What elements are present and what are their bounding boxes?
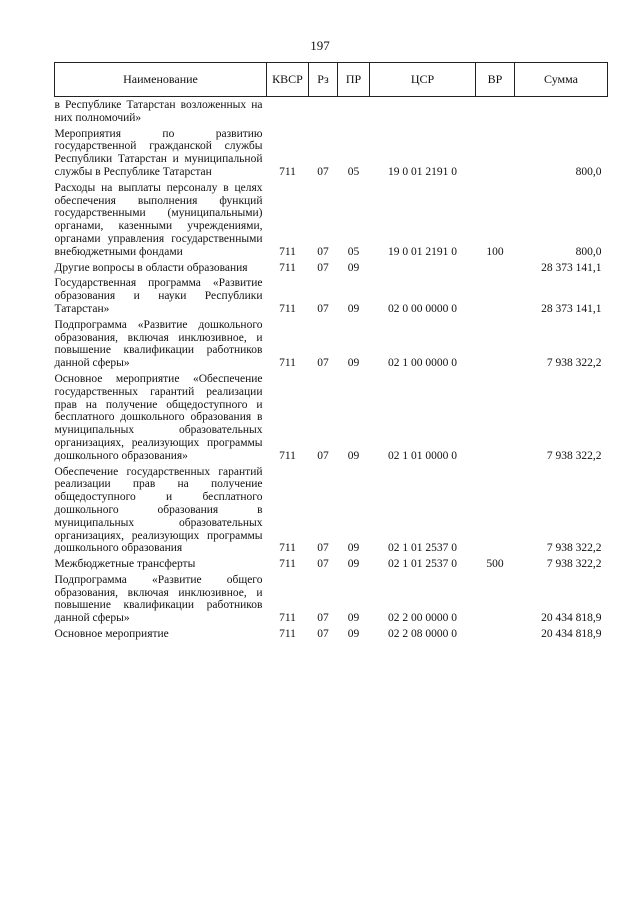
row-sum: 7 938 322,2 <box>546 357 602 370</box>
row-pr: 05 <box>347 165 360 178</box>
table-row <box>55 275 608 316</box>
row-kvsr: 711 <box>279 542 296 555</box>
row-csr: 02 1 01 2537 0 <box>388 558 457 571</box>
table-header-row <box>55 63 608 97</box>
row-name: Мероприятия по развитию государственной гражданской службы Республики Татарстан и муниципальной службы в Республике Татарстан <box>54 127 263 178</box>
column-header-rz: Рз <box>309 63 338 97</box>
table-row <box>55 464 608 557</box>
row-pr: 09 <box>347 612 360 625</box>
table-row <box>55 260 608 276</box>
row-vr <box>476 626 515 642</box>
row-vr: 500 <box>486 558 504 571</box>
table-body <box>55 97 608 642</box>
budget-table <box>54 62 608 642</box>
row-csr <box>370 260 476 276</box>
row-pr: 09 <box>347 449 360 462</box>
row-sum: 20 434 818,9 <box>541 628 602 641</box>
table-row <box>55 371 608 464</box>
row-name: в Республике Татарстан возложенных на них полномочий» <box>54 99 263 124</box>
table-row <box>55 317 608 371</box>
column-header-pr: ПР <box>338 63 370 97</box>
table-row <box>55 556 608 572</box>
row-kvsr: 711 <box>279 302 296 315</box>
row-pr: 09 <box>347 542 360 555</box>
row-pr: 09 <box>347 302 360 315</box>
row-name: Межбюджетные трансферты <box>54 558 196 571</box>
row-kvsr: 711 <box>279 628 296 641</box>
row-rz: 07 <box>317 612 329 625</box>
row-csr: 02 1 01 0000 0 <box>388 449 457 462</box>
row-sum: 20 434 818,9 <box>541 612 602 625</box>
row-rz: 07 <box>317 558 329 571</box>
row-name: Государственная программа «Развитие образования и науки Республики Татарстан» <box>54 277 263 315</box>
row-kvsr: 711 <box>279 558 296 571</box>
row-kvsr: 711 <box>279 261 296 274</box>
table-row <box>55 626 608 642</box>
column-header-vr: ВР <box>476 63 515 97</box>
row-csr: 02 1 00 0000 0 <box>388 357 457 370</box>
row-kvsr: 711 <box>279 165 296 178</box>
row-rz: 07 <box>317 542 329 555</box>
row-vr <box>476 317 515 371</box>
row-name: Обеспечение государственных гарантий реализации прав на получение общедоступного и бесплатного дошкольного образования в муниципальных образовательных организациях, реализующих программы дошкольного образования <box>54 465 263 555</box>
row-sum: 28 373 141,1 <box>541 261 602 274</box>
row-name: Основное мероприятие <box>54 628 169 641</box>
column-header-sum: Сумма <box>515 63 608 97</box>
row-name: Другие вопросы в области образования <box>54 261 248 274</box>
row-pr: 09 <box>347 357 360 370</box>
row-csr: 02 2 00 0000 0 <box>388 612 457 625</box>
row-rz: 07 <box>317 357 329 370</box>
table-row <box>55 126 608 180</box>
row-csr: 02 1 01 2537 0 <box>388 542 457 555</box>
table-row <box>55 180 608 260</box>
column-header-csr: ЦСР <box>370 63 476 97</box>
row-sum: 7 938 322,2 <box>546 449 602 462</box>
row-rz: 07 <box>317 245 329 258</box>
table-row <box>55 97 608 126</box>
row-kvsr: 711 <box>279 612 296 625</box>
row-vr <box>476 260 515 276</box>
page-number: 197 <box>310 38 330 53</box>
row-sum: 7 938 322,2 <box>546 542 602 555</box>
table-row <box>55 572 608 626</box>
row-sum: 28 373 141,1 <box>541 302 602 315</box>
column-header-name: Наименование <box>55 63 267 97</box>
row-rz: 07 <box>317 449 329 462</box>
row-csr: 02 0 00 0000 0 <box>388 302 457 315</box>
row-kvsr: 711 <box>279 449 296 462</box>
row-vr <box>476 371 515 464</box>
row-kvsr: 711 <box>279 245 296 258</box>
row-csr: 19 0 01 2191 0 <box>388 165 457 178</box>
row-vr <box>476 97 515 126</box>
column-header-kvsr: КВСР <box>267 63 309 97</box>
row-csr: 19 0 01 2191 0 <box>388 245 457 258</box>
row-vr <box>476 572 515 626</box>
row-rz: 07 <box>317 261 329 274</box>
row-name: Расходы на выплаты персоналу в целях обеспечения выполнения функций государственными (муниципальными) органами, казенными учреждениями, органами управления государственными внебюджетными фондами <box>54 181 263 258</box>
row-pr <box>338 97 370 126</box>
row-pr: 09 <box>347 628 360 641</box>
row-pr: 09 <box>347 261 360 274</box>
row-kvsr: 711 <box>279 357 296 370</box>
row-vr: 100 <box>486 245 504 258</box>
row-rz: 07 <box>317 302 329 315</box>
row-csr <box>370 97 476 126</box>
row-rz: 07 <box>317 165 329 178</box>
row-vr <box>476 126 515 180</box>
row-rz: 07 <box>317 628 329 641</box>
row-sum: 800,0 <box>575 165 602 178</box>
row-name: Подпрограмма «Развитие общего образования, включая инклюзивное, и повышение квалификации работников данной сферы» <box>54 573 263 625</box>
row-sum <box>515 97 608 126</box>
row-sum: 7 938 322,2 <box>546 558 602 571</box>
row-pr: 09 <box>347 558 360 571</box>
row-rz <box>309 97 338 126</box>
row-vr <box>476 464 515 557</box>
row-csr: 02 2 08 0000 0 <box>388 628 457 641</box>
row-name: Основное мероприятие «Обеспечение государственных гарантий реализации прав на получение общедоступного и бесплатного дошкольного образования в муниципальных образовательных организациях, реализующих программы дошкольного образования» <box>54 372 263 462</box>
row-kvsr <box>267 97 309 126</box>
row-name: Подпрограмма «Развитие дошкольного образования, включая инклюзивное, и повышение квалификации работников данной сферы» <box>54 318 263 370</box>
row-sum: 800,0 <box>575 245 602 258</box>
row-vr <box>476 275 515 316</box>
row-pr: 05 <box>347 245 360 258</box>
